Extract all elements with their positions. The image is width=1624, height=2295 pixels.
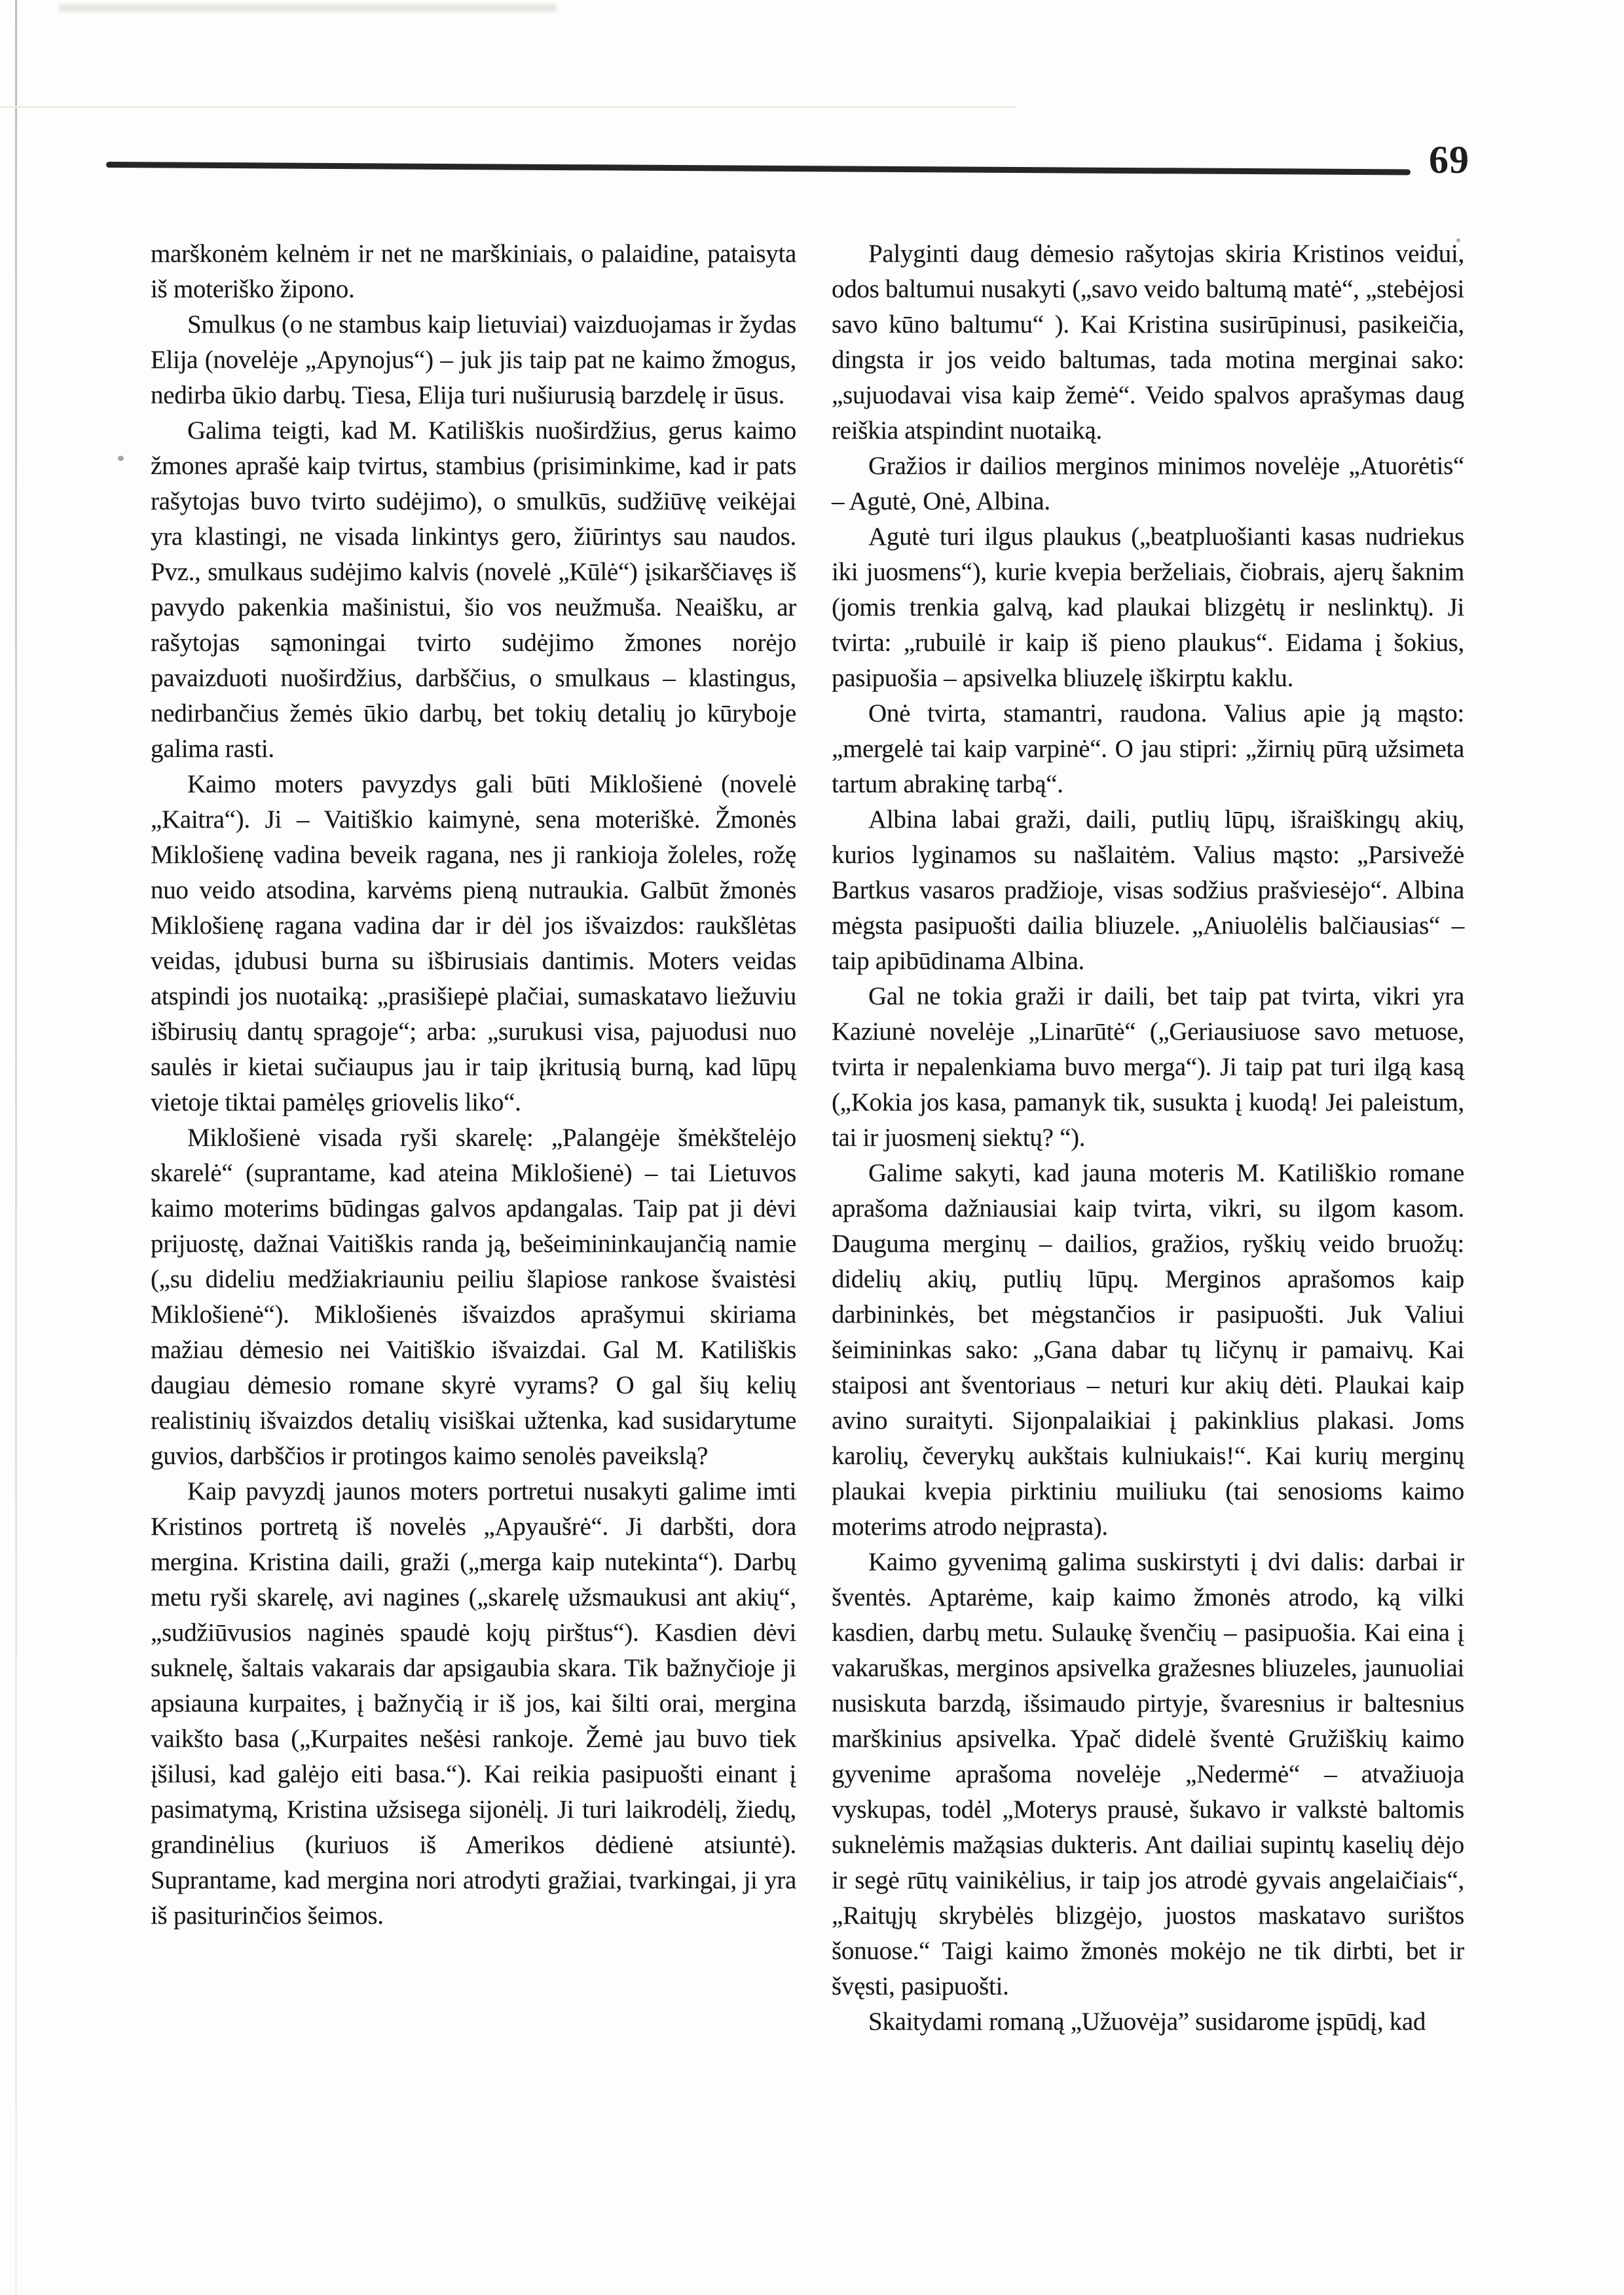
page-number: 69 (1429, 138, 1469, 181)
scan-fold-line-artifact (0, 106, 1015, 108)
scan-top-streak-artifact (59, 4, 557, 12)
paragraph: Galime sakyti, kad jauna moteris M. Katiliškio romane aprašoma dažniausiai kaip tvirta, vikri, su ilgom kasom. Dauguma merginų – dailios, gražios, ryškių veido bruožų: didelių akių, putlių lūpų. Merginos aprašomos kaip darbininkės, bet mėgstančios ir pasipuošti. Juk Valiui šeimininkas sako: „Gana dabar tų ličynų ir pamaivų. Kai staiposi ant šventoriaus – neturi kur akių dėti. Plaukai kaip avino suraityti. Sijonpalaikiai į pakinklius plakasi. Joms karolių, čeverykų aukštais kulniukais!“. Kai kurių merginų plaukai kvepia pirktiniu muiliuku (tai senosioms kaimo moterims atrodo neįprasta). (832, 1159, 1464, 1541)
paragraph: Palyginti daug dėmesio rašytojas skiria Kristinos veidui, odos baltumui nusakyti („savo veido baltumą matė“, „stebėjosi savo kūno baltumu“ ). Kai Kristina susirūpinusi, pasikeičia, dingsta ir jos veido baltumas, tada motina merginai sako: „sujuodavai visa kaip žemė“. Veido spalvos aprašymas daug reiškia atspindint nuotaiką. (832, 240, 1464, 445)
paragraph: Kaip pavyzdį jaunos moters portretui nusakyti galime imti Kristinos portretą iš novelės „Apyaušrė“. Ji darbšti, dora mergina. Kristina daili, graži („merga kaip nutekinta“). Darbų metu ryši skarelę, avi nagines („skarelę užsmaukusi ant akių“, „sudžiūvusios naginės spaudė kojų pirštus“). Kasdien dėvi suknelę, šaltais vakarais dar apsigaubia skara. Tik bažnyčioje ji apsiauna kurpaites, į bažnyčią ir iš jos, kai šilti orai, mergina vaikšto basa („Kurpaites nešėsi rankoje. Žemė jau buvo tiek įšilusi, kad galėjo eiti basa.“). Kai reikia pasipuošti einant į pasimatymą, Kristina užsisega sijonėlį. Ji turi laikrodėlį, žiedų, grandinėlius (kuriuos iš Amerikos dėdienė atsiuntė). Suprantame, kad mergina nori atrodyti gražiai, tvarkingai, ji yra iš pasiturinčios šeimos. (151, 1477, 796, 1930)
paragraph: Albina labai graži, daili, putlių lūpų, išraiškingų akių, kurios lyginamos su našlaitėm. Valius mąsto: „Parsivežė Bartkus vasaros pradžioje, visas sodžius prašviesėjo“. Albina mėgsta pasipuošti dailia bliuzele. „Aniuolėlis balčiausias“ – taip apibūdinama Albina. (832, 805, 1464, 975)
paragraph: Kaimo moters pavyzdys gali būti Miklošienė (novelė „Kaitra“). Ji – Vaitiškio kaimynė, sena moteriškė. Žmonės Miklošienę vadina beveik ragana, nes ji rankioja žoleles, rožę nuo veido atsodina, karvėms pieną nutraukia. Galbūt žmonės Miklošienę ragana vadina dar ir dėl jos išvaizdos: raukšlėtas veidas, įdubusi burna su išbirusiais dantimis. Moters veidas atspindi jos nuotaiką: „prasišiepė plačiai, sumaskatavo liežuviu išbirusių dantų spragoje“; arba: „surukusi visa, pajuodusi nuo saulės ir kietai sučiaupus jau ir taip įkritusią burną, kad lūpų vietoje tiktai pamėlęs griovelis liko“. (151, 770, 796, 1116)
paragraph: Skaitydami romaną „Užuovėja” susidarome įspūdį, kad (868, 2008, 1426, 2036)
text-column-left (151, 236, 796, 1934)
paragraph: Gal ne tokia graži ir daili, bet taip pat tvirta, vikri yra Kaziunė novelėje „Linarūtė“ („Geriausiuose savo metuose, tvirta ir nepalenkiama buvo merga“). Ji taip pat turi ilgą kasą („Kokia jos kasa, pamanyk tik, susukta į kuodą! Jei paleistum, tai ir juosmenį siektų? “). (832, 982, 1464, 1152)
paragraph: Agutė turi ilgus plaukus („beatpluošianti kasas nudriekus iki juosmens“), kurie kvepia berželiais, čiobrais, ajerų šaknim (jomis trenkia galvą, kad plaukai blizgėtų ir neslinktų). Ji tvirta: „rubuilė ir kaip iš pieno plaukus“. Eidama į šokius, pasipuošia – apsivelka bliuzelę iškirptu kaklu. (832, 523, 1464, 692)
paragraph: Miklošienė visada ryši skarelę: „Palangėje šmėkštelėjo skarelė“ (suprantame, kad ateina Miklošienė) – tai Lietuvos kaimo moterims būdingas galvos apdangalas. Taip pat ji dėvi prijuostę, dažnai Vaitiškis randa ją, bešeimininkaujančią namie („su dideliu medžiakriauniu peiliu šlapiose rankose švaistėsi Miklošienė“). Miklošienės išvaizdos aprašymui skiriama mažiau dėmesio nei Vaitiškio išvaizdai. Gal M. Katiliškis daugiau dėmesio romane skyrė vyrams? O gal šių kelių realistinių išvaizdos detalių visiškai užtenka, kad susidarytume guvios, darbščios ir protingos kaimo senolės paveikslą? (151, 1124, 796, 1470)
paragraph: Galima teigti, kad M. Katiliškis nuoširdžius, gerus kaimo žmones aprašė kaip tvirtus, stambius (prisiminkime, kad ir pats rašytojas buvo tvirto sudėjimo), o smulkūs, sudžiūvę veikėjai yra klastingi, ne visada linkintys gero, žiūrintys sau naudos. Pvz., smulkaus sudėjimo kalvis (novelė „Kūlė“) įsikarščiavęs iš pavydo pakenkia mašinistui, šio vos neužmuša. Neaišku, ar rašytojas sąmoningai tvirto sudėjimo žmones norėjo pavaizduoti nuoširdžius, darbščius, o smulkaus – klastingus, nedirbančius žemės ūkio darbų, bet tokių detalių jo kūryboje galima rasti. (151, 416, 796, 763)
scan-edge-artifact (15, 0, 17, 2295)
paragraph: Smulkus (o ne stambus kaip lietuviai) vaizduojamas ir žydas Elija (novelėje „Apynojus“) – juk jis taip pat ne kaimo žmogus, nedirba ūkio darbų. Tiesa, Elija turi nušiurusią barzdelę ir ūsus. (151, 310, 796, 409)
header-rule (106, 162, 1411, 175)
paragraph: Onė tvirta, stamantri, raudona. Valius apie ją mąsto: „mergelė tai kaip varpinė“. O jau stipri: „žirnių pūrą užsimeta tartum abrakinę tarbą“. (832, 699, 1464, 798)
paragraph: marškonėm kelnėm ir net ne marškiniais, o palaidine, pataisyta iš moteriško žipono. (151, 240, 796, 303)
paragraph: Gražios ir dailios merginos minimos novelėje „Atuorėtis“ – Agutė, Onė, Albina. (832, 452, 1464, 515)
scan-speck-artifact (118, 456, 124, 461)
text-column-right (832, 236, 1464, 2040)
paragraph: Kaimo gyvenimą galima suskirstyti į dvi dalis: darbai ir šventės. Aptarėme, kaip kaimo žmonės atrodo, ką vilki kasdien, darbų metu. Sulaukę švenčių – pasipuošia. Kai eina į vakaruškas, merginos apsivelka gražesnes bliuzeles, jaunuoliai nusiskuta barzdą, išsimaudo pirtyje, švaresnius ir baltesnius marškinius apsivelka. Ypač didelė šventė Gružiškių kaimo gyvenime aprašoma novelėje „Nedermė“ – atvažiuoja vyskupas, todėl „Moterys prausė, šukavo ir valkstė baltomis suknelėmis mažąsias dukteris. Ant dailiai supintų kaselių dėjo ir segė rūtų vainikėlius, ir taip jos atrodė gyvais angelaičiais“, „Raitųjų skrybėlės blizgėjo, juostos maskatavo surištos šonuose.“ Taigi kaimo žmonės mokėjo ne tik dirbti, bet ir švęsti, pasipuošti. (832, 1548, 1464, 2000)
